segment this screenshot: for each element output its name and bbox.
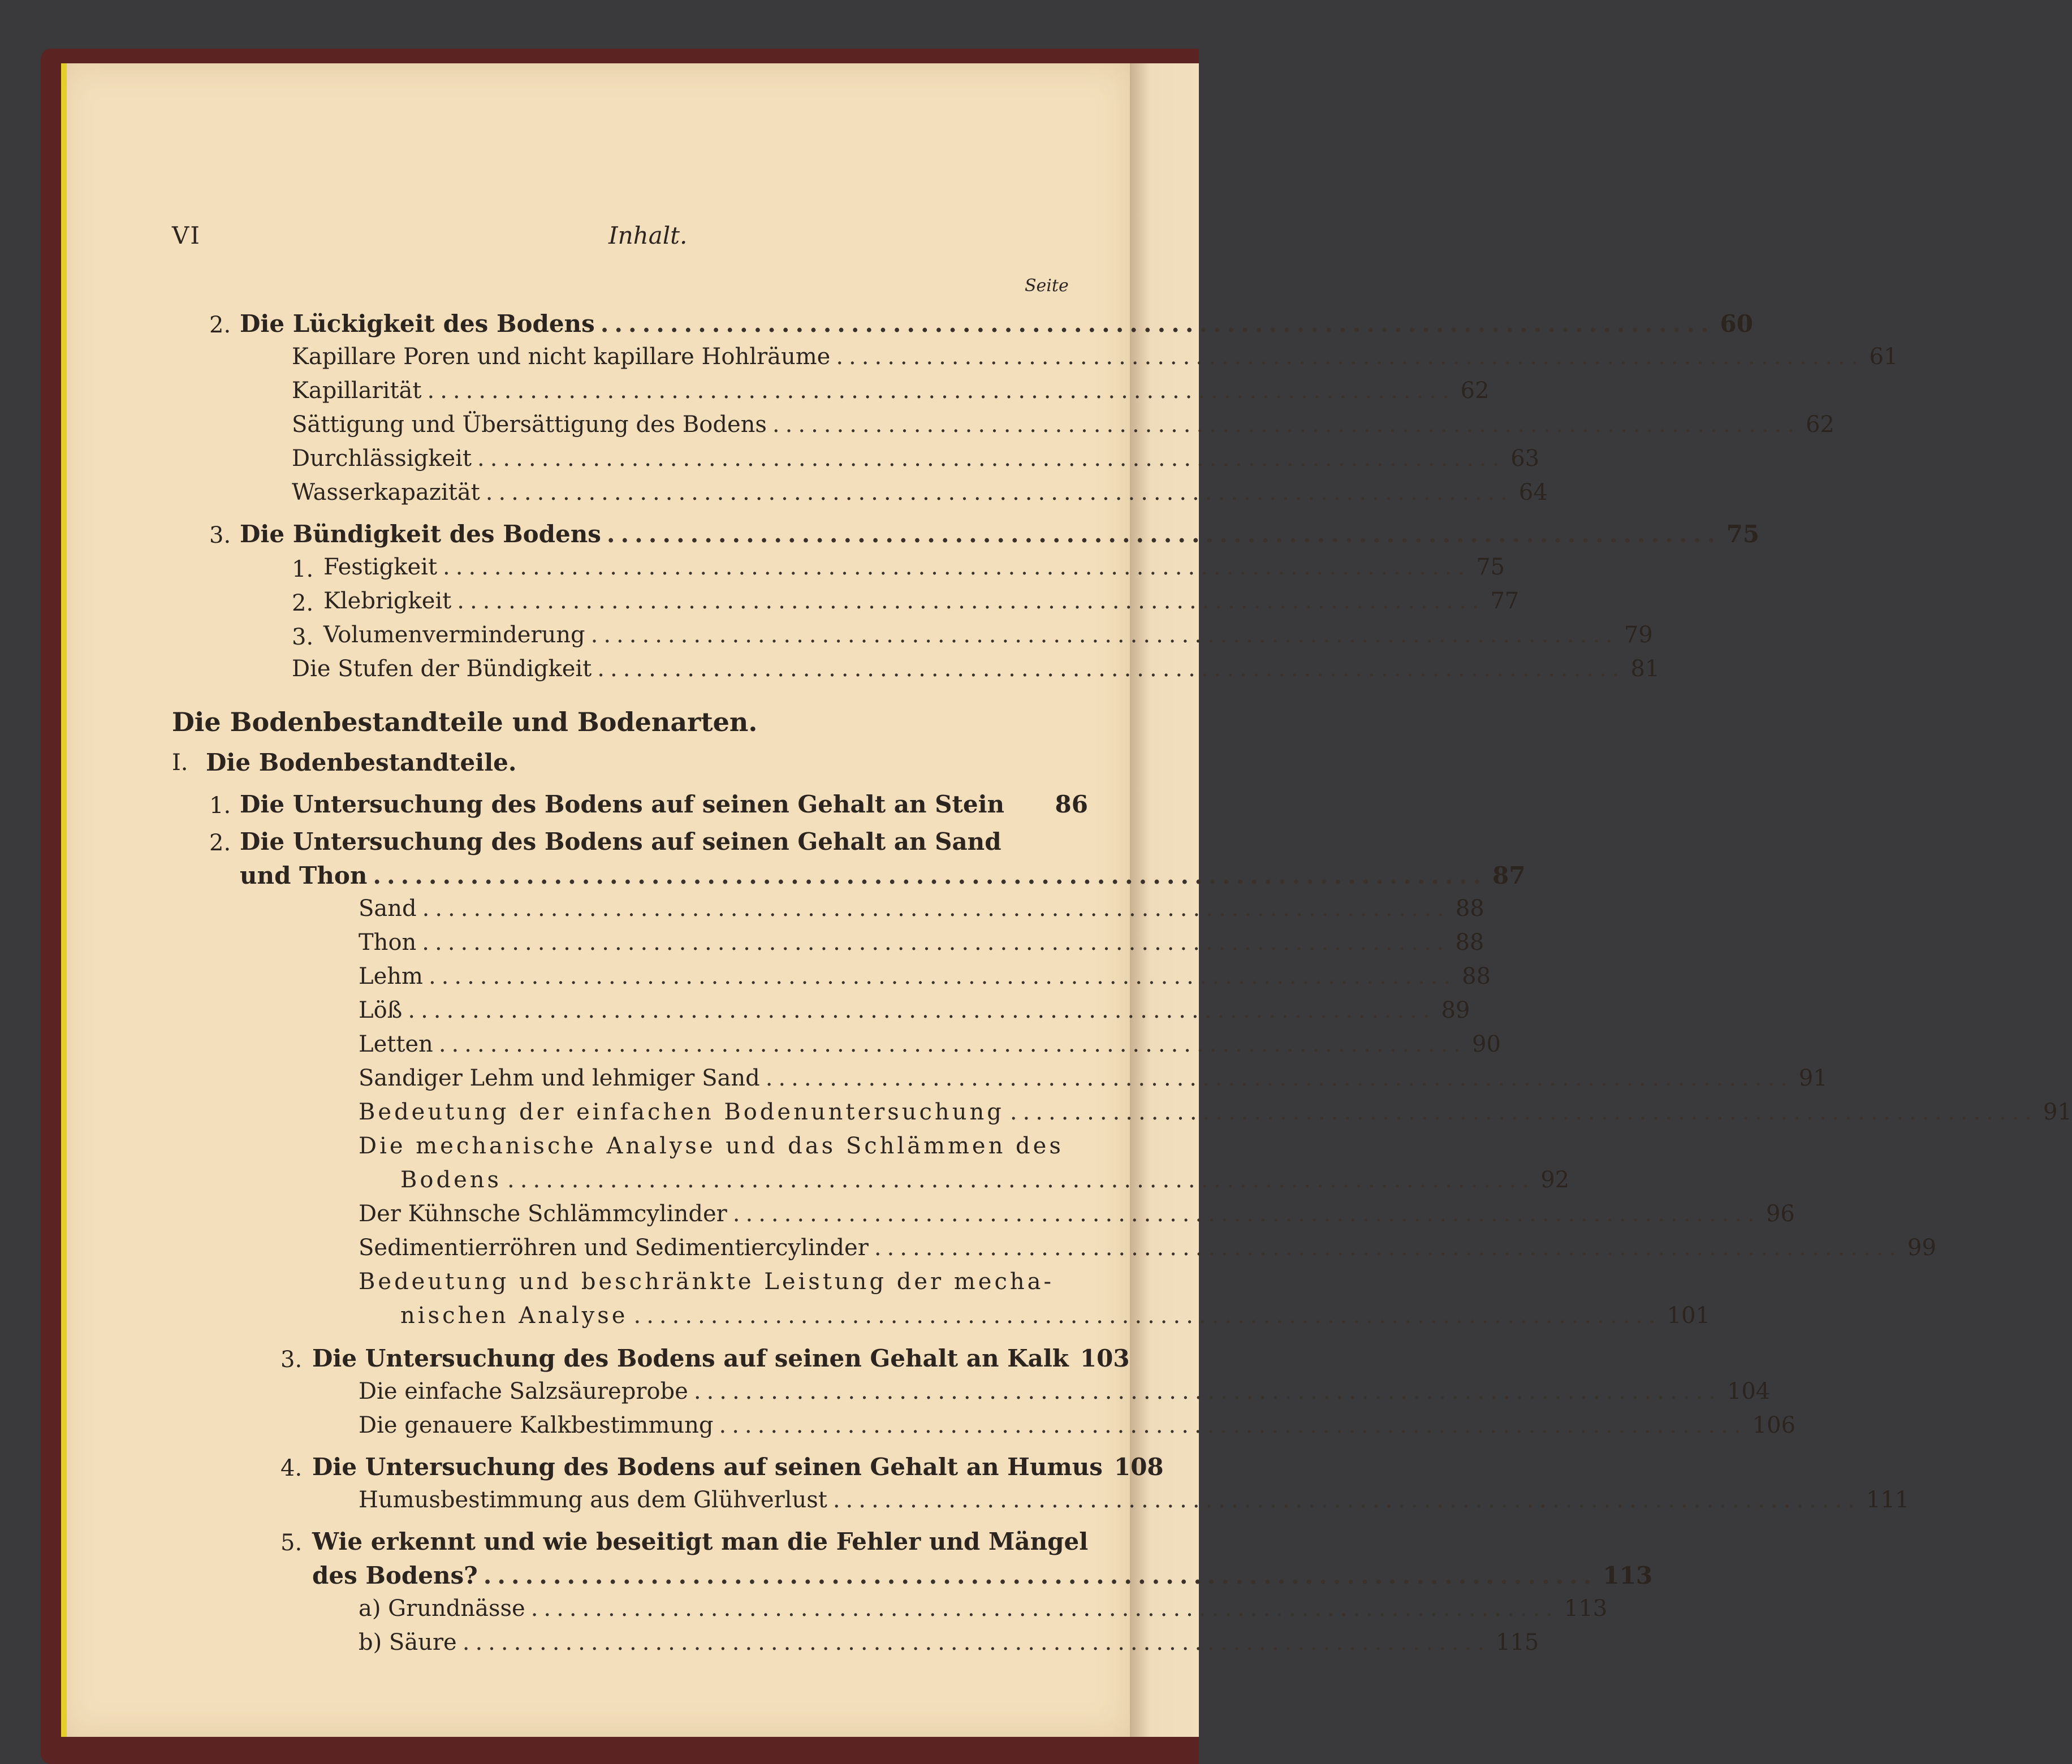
toc-entry[interactable] xyxy=(359,997,1470,1026)
toc-entry[interactable] xyxy=(323,622,1653,650)
entry-label: des Bodens? xyxy=(312,1562,478,1589)
toc-entry[interactable] xyxy=(359,1412,1796,1441)
toc-entry[interactable] xyxy=(359,1201,1795,1229)
entry-number: 1. xyxy=(292,556,314,582)
entry-number: 3. xyxy=(280,1347,303,1373)
seite-label: Seite xyxy=(1025,276,1069,296)
entry-label: Die mechanische Analyse und das Schlämmen des xyxy=(359,1133,1064,1159)
entry-label: Die Bündigkeit des Bodens xyxy=(240,520,601,548)
entry-page: 90 xyxy=(1472,1031,1501,1057)
entry-label: Humusbestimmung aus dem Glühverlust xyxy=(359,1487,827,1513)
entry-label: Bedeutung der einfachen Bodenuntersuchung xyxy=(359,1099,1004,1125)
leader-dots: ................................................................................ xyxy=(507,1167,1535,1193)
entry-page: 113 xyxy=(1564,1596,1608,1622)
toc-entry[interactable] xyxy=(292,378,1490,406)
toc-entry[interactable] xyxy=(292,479,1548,508)
leader-dots: ................................................................................ xyxy=(438,1031,1467,1057)
toc-entry[interactable] xyxy=(359,1378,1771,1407)
entry-page: 89 xyxy=(1441,997,1470,1023)
entry-number: 4. xyxy=(280,1455,303,1481)
entry-page: 61 xyxy=(1869,344,1898,370)
toc-entry[interactable] xyxy=(359,1487,1910,1515)
toc-entry[interactable] xyxy=(292,344,1898,372)
entry-label: Sättigung und Übersättigung des Bodens xyxy=(292,412,767,438)
toc-entry[interactable] xyxy=(359,1099,2072,1127)
entry-label: Festigkeit xyxy=(323,554,438,580)
entry-number: 2. xyxy=(209,830,231,856)
entry-page: 88 xyxy=(1455,896,1484,922)
entry-page: 81 xyxy=(1630,656,1660,682)
toc-entry[interactable] xyxy=(312,1453,1164,1481)
leader-dots: ................................................................................ xyxy=(422,929,1450,956)
entry-label: Die Lückigkeit des Bodens xyxy=(240,310,595,338)
leader-dots: ................................................................................ xyxy=(606,520,1721,548)
entry-page: 62 xyxy=(1806,412,1835,438)
entry-number: 3. xyxy=(292,624,314,650)
toc-entry[interactable] xyxy=(359,1596,1608,1624)
toc-entry[interactable] xyxy=(240,790,1088,819)
entry-page: 103 xyxy=(1080,1344,1130,1372)
leader-dots: ................................................................................ xyxy=(772,412,1801,438)
entry-page: 60 xyxy=(1720,310,1753,338)
entry-page: 77 xyxy=(1490,588,1520,614)
entry-page: 104 xyxy=(1727,1378,1771,1404)
entry-label: Die einfache Salzsäureprobe xyxy=(359,1378,688,1404)
leader-dots: ................................................................................ xyxy=(477,446,1505,472)
toc-entry[interactable] xyxy=(323,554,1505,582)
entry-label: b) Säure xyxy=(359,1629,457,1655)
entry-page: 106 xyxy=(1752,1412,1796,1438)
entry-label: Der Kühnsche Schlämmcylinder xyxy=(359,1201,727,1227)
leader-dots: ................................................................................ xyxy=(443,554,1471,580)
entry-label: Die Untersuchung des Bodens auf seinen Gehalt an Sand xyxy=(240,828,1002,855)
leader-dots: ................................................................................ xyxy=(530,1596,1559,1622)
entry-page: 99 xyxy=(1907,1235,1936,1261)
leader-dots: ................................................................................ xyxy=(719,1412,1747,1438)
entry-number: 1. xyxy=(209,793,231,819)
toc-entry[interactable] xyxy=(240,862,1526,890)
toc-entry[interactable] xyxy=(292,412,1835,440)
toc-entry[interactable] xyxy=(400,1303,1711,1331)
leader-dots: ................................................................................ xyxy=(462,1629,1490,1655)
entry-label: Volumenverminderung xyxy=(323,622,585,648)
entry-page: 63 xyxy=(1510,446,1540,472)
entry-label: Klebrigkeit xyxy=(323,588,452,614)
leader-dots: ................................................................................ xyxy=(428,963,1457,989)
entry-label: Die Untersuchung des Bodens auf seinen Gehalt an Kalk xyxy=(312,1344,1069,1372)
entry-label: a) Grundnässe xyxy=(359,1596,525,1622)
entry-label: Die Stufen der Bündigkeit xyxy=(292,656,592,682)
leader-dots: ................................................................................ xyxy=(483,1562,1598,1589)
entry-page: 88 xyxy=(1462,963,1491,989)
entry-number: 2. xyxy=(292,590,314,616)
entry-page: 91 xyxy=(2043,1099,2072,1125)
entry-label: Löß xyxy=(359,997,403,1023)
entry-page: 62 xyxy=(1460,378,1490,404)
running-title: Inhalt. xyxy=(608,222,688,249)
entry-label: Lehm xyxy=(359,963,423,989)
toc-entry[interactable] xyxy=(292,446,1540,474)
entry-label: Die genauere Kalkbestimmung xyxy=(359,1412,714,1438)
toc-entry[interactable] xyxy=(292,656,1660,684)
entry-page: 79 xyxy=(1624,622,1653,648)
entry-label: Kapillare Poren und nicht kapillare Hohlräume xyxy=(292,344,831,370)
entry-label: Thon xyxy=(359,929,417,956)
leader-dots: ................................................................................ xyxy=(427,378,1455,404)
leader-dots: ................................................................................ xyxy=(836,344,1864,370)
toc-entry[interactable] xyxy=(359,1629,1539,1658)
leader-dots: ................................................................................ xyxy=(765,1065,1793,1091)
entry-number: 3. xyxy=(209,522,231,548)
entry-page: 75 xyxy=(1726,520,1760,548)
toc-entry[interactable] xyxy=(312,1344,1130,1373)
leader-dots: ................................................................................ xyxy=(457,588,1485,614)
page-header xyxy=(61,222,1130,256)
part-heading: Die Bodenbestandteile und Bodenarten. xyxy=(172,707,758,737)
page-number: VI xyxy=(172,222,201,249)
entry-label: Sandiger Lehm und lehmiger Sand xyxy=(359,1065,760,1091)
leader-dots: ................................................................................ xyxy=(832,1487,1861,1513)
entry-page: 86 xyxy=(1055,790,1088,818)
entry-label: Wasserkapazität xyxy=(292,479,480,505)
entry-page: 101 xyxy=(1667,1303,1711,1329)
entry-page: 91 xyxy=(1798,1065,1828,1091)
entry-page: 96 xyxy=(1765,1201,1795,1227)
section-heading: Die Bodenbestandteile. xyxy=(206,749,517,776)
toc-entry[interactable] xyxy=(359,1235,1936,1263)
entry-page: 92 xyxy=(1540,1167,1570,1193)
toc-entry[interactable] xyxy=(312,1562,1653,1590)
book-page xyxy=(61,63,2072,1737)
leader-dots: ................................................................................ xyxy=(693,1378,1721,1404)
entry-label: Die Untersuchung des Bodens auf seinen Gehalt an Stein xyxy=(240,790,1005,818)
toc-entry[interactable] xyxy=(359,1065,1828,1093)
entry-label: nischen Analyse xyxy=(400,1303,628,1329)
entry-label: Durchlässigkeit xyxy=(292,446,472,472)
toc-entry[interactable] xyxy=(240,310,1753,338)
entry-label: Wie erkennt und wie beseitigt man die Fehler und Mängel xyxy=(312,1528,1089,1555)
entry-page: 113 xyxy=(1603,1562,1653,1589)
toc-entry[interactable] xyxy=(240,520,1760,548)
entry-page: 75 xyxy=(1476,554,1505,580)
leader-dots: ................................................................................ xyxy=(600,310,1715,338)
entry-label: Kapillarität xyxy=(292,378,422,404)
toc-entry[interactable] xyxy=(359,963,1491,992)
leader-dots: ................................................................................ xyxy=(373,862,1487,889)
leader-dots: ................................................................................ xyxy=(1009,1099,2038,1125)
toc-entry[interactable] xyxy=(400,1167,1570,1195)
leader-dots: ................................................................................ xyxy=(633,1303,1661,1329)
entry-label: Letten xyxy=(359,1031,433,1057)
entry-page: 87 xyxy=(1492,862,1526,889)
entry-label: Bodens xyxy=(400,1167,502,1193)
leader-dots: ................................................................................ xyxy=(597,656,1625,682)
entry-label: Die Untersuchung des Bodens auf seinen Gehalt an Humus xyxy=(312,1453,1103,1481)
toc-entry[interactable] xyxy=(359,1031,1501,1060)
entry-number: 5. xyxy=(280,1530,303,1556)
entry-label: Sand xyxy=(359,896,417,922)
leader-dots: ................................................................................ xyxy=(874,1235,1902,1261)
entry-number: 2. xyxy=(209,312,231,338)
toc-entry[interactable] xyxy=(323,588,1520,616)
entry-page: 111 xyxy=(1866,1487,1910,1513)
toc-entry[interactable] xyxy=(359,896,1484,924)
toc-entry[interactable] xyxy=(359,929,1484,958)
leader-dots: ................................................................................ xyxy=(408,997,1436,1023)
entry-number: I. xyxy=(172,750,188,776)
entry-label: Sedimentierröhren und Sedimentiercylinder xyxy=(359,1235,869,1261)
entry-label: Bedeutung und beschränkte Leistung der mecha- xyxy=(359,1269,1054,1295)
leader-dots: ................................................................................ xyxy=(732,1201,1760,1227)
entry-page: 88 xyxy=(1455,929,1484,956)
leader-dots: ................................................................................ xyxy=(590,622,1618,648)
entry-page: 64 xyxy=(1518,479,1548,505)
leader-dots: ................................................................................ xyxy=(485,479,1513,505)
entry-label: und Thon xyxy=(240,862,368,889)
entry-page: 115 xyxy=(1495,1629,1539,1655)
leader-dots: ................................................................................ xyxy=(422,896,1450,922)
entry-page: 108 xyxy=(1113,1453,1164,1481)
